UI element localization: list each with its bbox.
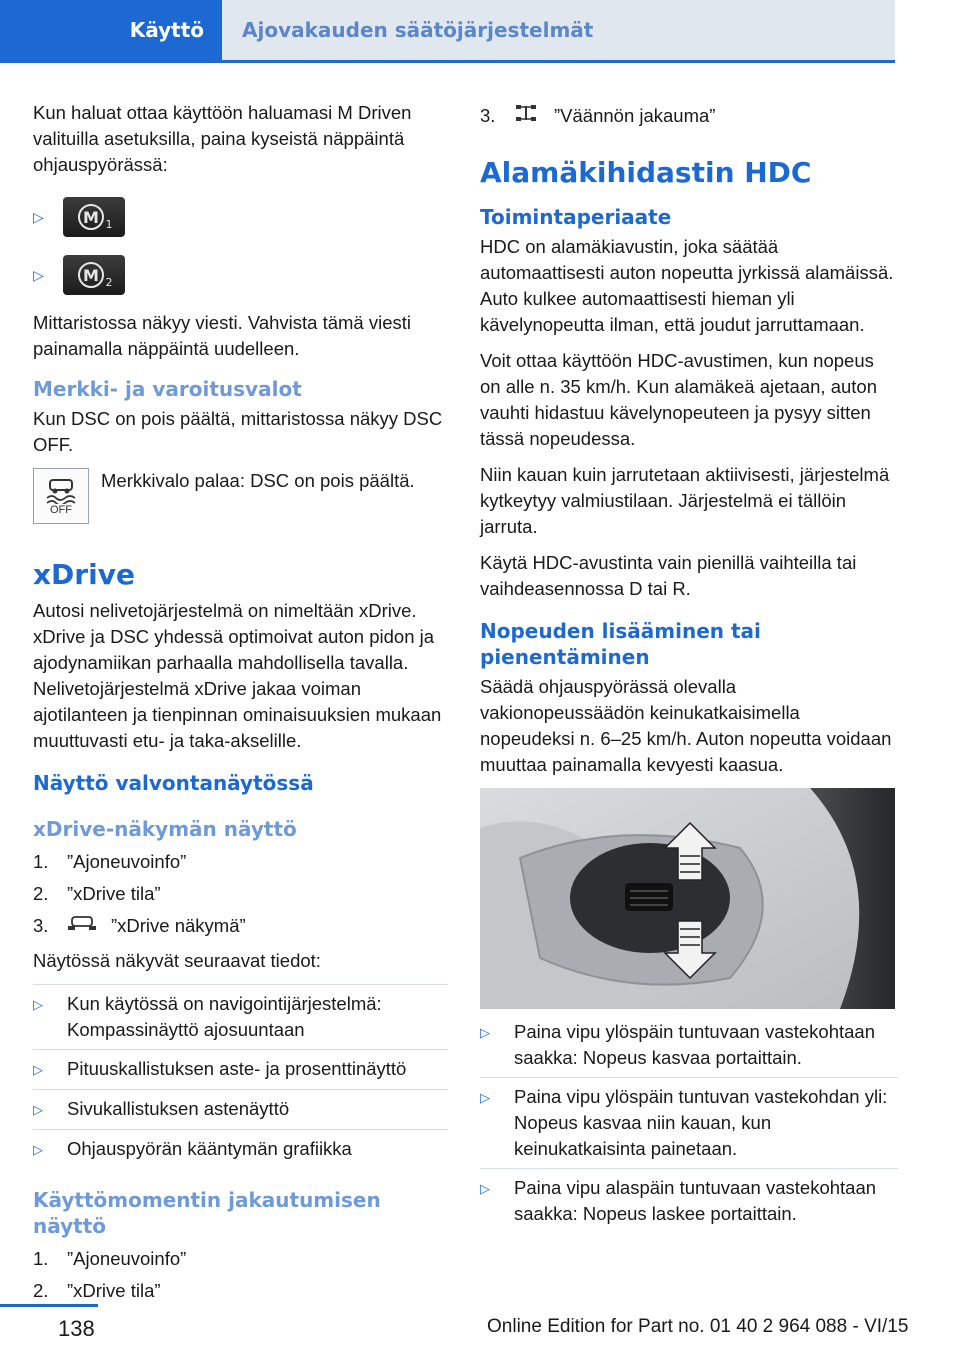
list-item: ▷ Kun käytössä on navigointijärjestelmä: Kompassinäyttö ajosuuntaan	[33, 985, 448, 1050]
principle-p1: HDC on alamäkiavustin, joka säätää automaattisesti auton nopeutta jyrkissä alamäissä. Auto kulkee automaattisesti hieman yli kävelynopeutta ilman, että joudut jarruttamaan.	[480, 236, 894, 335]
principle-p3: Niin kauan kuin jarrutetaan aktiivisesti, järjestelmä kytkeytyy valmiustilaan. Järjestelmä ei tällöin jarruta.	[480, 464, 890, 537]
m2-button-row	[33, 246, 448, 304]
speed-items-list	[480, 1013, 898, 1233]
xdrive-heading: xDrive	[33, 558, 135, 591]
confirm-text: Mittaristossa näkyy viesti. Vahvista tämä viesti painamalla näppäintä uudelleen.	[33, 312, 412, 359]
list-item: ▷ Sivukallistuksen astenäyttö	[33, 1090, 448, 1130]
m1-button-icon	[63, 197, 125, 237]
hdc-heading: Alamäkihidastin HDC	[480, 156, 812, 189]
list-item: ▷ Pituuskallistuksen aste- ja prosenttinäyttö	[33, 1050, 448, 1090]
info-list	[33, 984, 448, 1169]
svg-text:2: 2	[105, 276, 113, 289]
list-item: ▷ Paina vipu alaspäin tuntuvaan vastekohtaan saakka: Nopeus laskee portaittain.	[480, 1177, 877, 1224]
display-heading: Näyttö valvontanäytössä	[33, 771, 314, 795]
list-item: ▷ Ohjauspyörän kääntymän grafiikka	[33, 1138, 352, 1159]
list-item: 1. ”Ajoneuvoinfo”	[33, 1248, 187, 1269]
list-item: 1. ”Ajoneuvoinfo”	[33, 851, 187, 872]
torque-steps-list	[33, 1243, 448, 1307]
header-section-title: Ajovakauden säätöjärjestelmät	[222, 0, 895, 60]
speed-text: Säädä ohjauspyörässä olevalla vakionopeussäädön keinukatkaisimella nopeudeksi n. 6–25 km/h. Auton nopeutta voidaan muuttaa painamalla kevyesti kaasua.	[480, 676, 892, 775]
svg-text:M: M	[83, 208, 99, 227]
principle-heading: Toimintaperiaate	[480, 205, 672, 229]
cruise-rocker-switch-photo	[480, 788, 895, 1009]
dsc-off-indicator-icon	[33, 468, 89, 524]
footer-edition: Online Edition for Part no. 01 40 2 964 088 - VI/15	[487, 1316, 909, 1337]
shown-info-text: Näytössä näkyvät seuraavat tiedot:	[33, 950, 321, 971]
torque-step3	[480, 100, 898, 132]
svg-text:1: 1	[105, 218, 113, 231]
bullet-triangle-icon: ▷	[33, 209, 44, 225]
header-rule	[0, 60, 895, 63]
list-item: ▷ Paina vipu ylöspäin tuntuvaan vastekohtaan saakka: Nopeus kasvaa portaittain.	[480, 1013, 898, 1078]
xdrive-text: Autosi nelivetojärjestelmä on nimeltään xDrive. xDrive ja DSC yhdessä optimoivat auton pidon ja ajodynamiikan parhaalla mahdollisella tavalla. Nelivetojärjestelmä xDrive jakaa voiman ajotilanteen ja tienpinnan ominaisuuksien mukaan muuttuvasti etu- ja taka-akselille.	[33, 600, 442, 751]
page-number: 138	[58, 1316, 95, 1341]
xdrive-view-heading: xDrive-näkymän näyttö	[33, 817, 297, 841]
torque-heading: Käyttömomentin jakautumisen näyttö	[33, 1188, 381, 1238]
m2-button-icon	[63, 255, 125, 295]
m-drive-intro: Kun haluat ottaa käyttöön haluamasi M Driven valituilla asetuksilla, paina kyseistä näppäintä ohjauspyörässä:	[33, 102, 412, 175]
dsc-off-text: Kun DSC on pois päältä, mittaristossa näkyy DSC OFF.	[33, 408, 443, 455]
indicator-text: Merkkivalo palaa: DSC on pois päältä.	[101, 470, 415, 491]
car-view-icon	[67, 913, 111, 939]
list-item: 2. ”xDrive tila”	[33, 883, 161, 904]
svg-text:M: M	[83, 266, 99, 285]
list-item: ▷ Paina vipu ylöspäin tuntuvan vastekohdan yli: Nopeus kasvaa niin kauan, kun keinukatkaisinta painetaan.	[480, 1078, 898, 1169]
principle-p4: Käytä HDC-avustinta vain pienillä vaihteilla tai vaihdeasennossa D tai R.	[480, 552, 857, 599]
list-item: 3. ”Väännön jakauma”	[480, 100, 898, 132]
list-item: 2. ”xDrive tila”	[33, 1280, 161, 1301]
xdrive-steps-list	[33, 846, 448, 942]
header-tab-kaytto: Käyttö	[0, 0, 222, 60]
bullet-triangle-icon: ▷	[33, 267, 44, 283]
principle-p2: Voit ottaa käyttöön HDC-avustimen, kun nopeus on alle n. 35 km/h. Kun alamäkeä ajetaan, auton vauhti hidastuu kävelynopeuteen ja pysyy sitten tässä nopeudessa.	[480, 350, 877, 449]
torque-distribution-icon	[514, 103, 554, 129]
footer-rule	[0, 1304, 98, 1307]
warning-lights-heading: Merkki- ja varoitusvalot	[33, 377, 302, 401]
m1-button-row	[33, 188, 448, 246]
list-item: 3. ”xDrive näkymä”	[33, 910, 448, 942]
dsc-indicator-row	[33, 468, 448, 524]
indicator-off-label: OFF	[50, 504, 72, 516]
speed-heading: Nopeuden lisääminen tai pienentäminen	[480, 619, 761, 669]
left-column	[33, 100, 448, 1313]
right-column	[480, 100, 898, 1243]
